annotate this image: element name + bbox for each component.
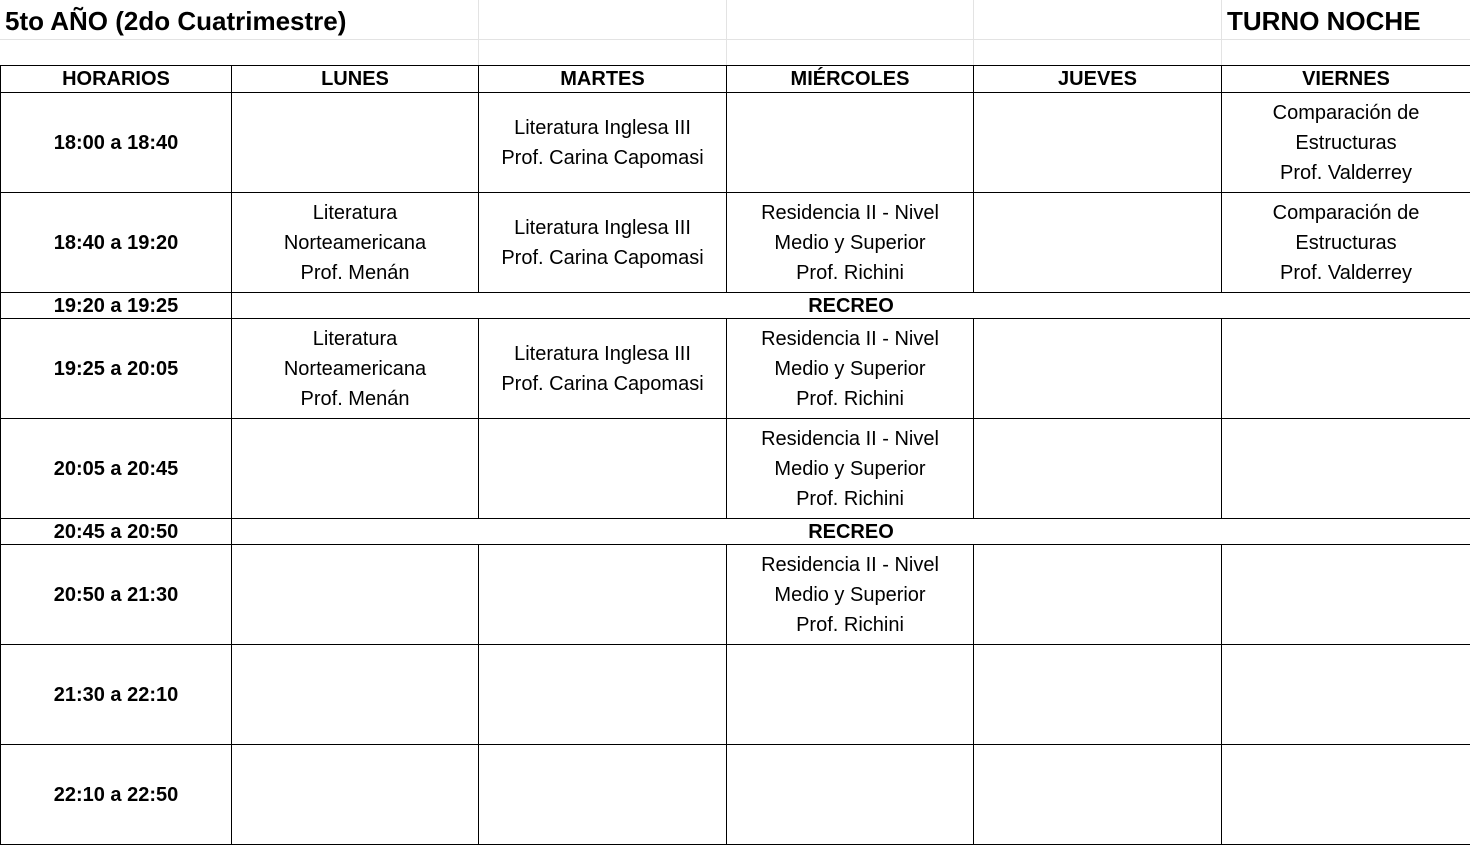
time-slot-cell: 20:45 a 20:50: [1, 519, 232, 545]
class-cell-viernes: [1222, 745, 1470, 845]
class-cell-jueves: [974, 645, 1222, 745]
class-info-line: Medio y Superior: [727, 354, 973, 384]
class-info-line: Prof. Valderrey: [1222, 258, 1470, 288]
column-header-horarios: HORARIOS: [1, 66, 232, 93]
class-cell-martes: [479, 545, 727, 645]
class-info-line: Prof. Richini: [727, 610, 973, 640]
class-info-line: Norteamericana: [232, 228, 478, 258]
class-info-line: Medio y Superior: [727, 228, 973, 258]
class-info-line: Residencia II - Nivel: [727, 424, 973, 454]
recess-row: [1, 519, 1470, 545]
column-header-martes: MARTES: [479, 66, 727, 93]
class-cell-martes: [479, 193, 727, 293]
class-cell-miercoles: [727, 93, 974, 193]
class-info-line: Residencia II - Nivel: [727, 324, 973, 354]
table-row: [1, 319, 1470, 419]
class-info-line: Prof. Richini: [727, 384, 973, 414]
gridline: [726, 0, 727, 66]
class-info-line: Norteamericana: [232, 354, 478, 384]
class-info-line: Literatura Inglesa III: [479, 113, 726, 143]
gridline: [0, 39, 1470, 40]
class-cell-lunes: [232, 745, 479, 845]
time-slot-cell: 19:25 a 20:05: [1, 319, 232, 419]
time-slot-cell: 20:50 a 21:30: [1, 545, 232, 645]
time-slot-cell: 18:40 a 19:20: [1, 193, 232, 293]
class-cell-lunes: [232, 193, 479, 293]
class-cell-viernes: [1222, 545, 1470, 645]
class-info-line: Prof. Carina Capomasi: [479, 369, 726, 399]
time-slot-cell: 22:10 a 22:50: [1, 745, 232, 845]
class-info-line: Prof. Valderrey: [1222, 158, 1470, 188]
column-header-lunes: LUNES: [232, 66, 479, 93]
class-info-line: Comparación de: [1222, 198, 1470, 228]
class-cell-jueves: [974, 419, 1222, 519]
class-cell-martes: [479, 319, 727, 419]
class-cell-viernes: [1222, 645, 1470, 745]
time-slot-cell: 20:05 a 20:45: [1, 419, 232, 519]
class-info-line: Prof. Menán: [232, 258, 478, 288]
class-cell-lunes: [232, 645, 479, 745]
class-cell-lunes: [232, 419, 479, 519]
table-row: [1, 545, 1470, 645]
class-cell-viernes: [1222, 419, 1470, 519]
class-cell-lunes: [232, 545, 479, 645]
column-header-jueves: JUEVES: [974, 66, 1222, 93]
class-info-line: Prof. Menán: [232, 384, 478, 414]
class-info-line: Literatura: [232, 198, 478, 228]
class-cell-jueves: [974, 745, 1222, 845]
recess-cell: RECREO: [232, 293, 1470, 319]
table-row: [1, 645, 1470, 745]
class-info-line: Residencia II - Nivel: [727, 198, 973, 228]
gridline: [973, 0, 974, 66]
class-info-line: Prof. Carina Capomasi: [479, 143, 726, 173]
recess-row: [1, 293, 1470, 319]
class-cell-miercoles: [727, 419, 974, 519]
gridline: [478, 0, 479, 66]
class-cell-miercoles: [727, 645, 974, 745]
class-info-line: Medio y Superior: [727, 454, 973, 484]
class-cell-viernes: [1222, 93, 1470, 193]
table-row: [1, 93, 1470, 193]
class-cell-miercoles: [727, 319, 974, 419]
schedule-table: [0, 65, 1470, 845]
class-info-line: Medio y Superior: [727, 580, 973, 610]
class-cell-jueves: [974, 545, 1222, 645]
header-row: [1, 66, 1470, 93]
class-info-line: Comparación de: [1222, 98, 1470, 128]
class-info-line: Residencia II - Nivel: [727, 550, 973, 580]
class-cell-martes: [479, 419, 727, 519]
class-cell-lunes: [232, 319, 479, 419]
class-cell-viernes: [1222, 319, 1470, 419]
gridline: [1221, 0, 1222, 66]
time-slot-cell: 19:20 a 19:25: [1, 293, 232, 319]
class-cell-jueves: [974, 193, 1222, 293]
table-row: [1, 745, 1470, 845]
column-header-miercoles: MIÉRCOLES: [727, 66, 974, 93]
class-info-line: Literatura Inglesa III: [479, 339, 726, 369]
class-info-line: Prof. Carina Capomasi: [479, 243, 726, 273]
time-slot-cell: 18:00 a 18:40: [1, 93, 232, 193]
class-cell-jueves: [974, 93, 1222, 193]
table-row: [1, 193, 1470, 293]
column-header-viernes: VIERNES: [1222, 66, 1470, 93]
shift-label: TURNO NOCHE: [1227, 4, 1421, 38]
recess-cell: RECREO: [232, 519, 1470, 545]
class-cell-martes: [479, 93, 727, 193]
class-cell-jueves: [974, 319, 1222, 419]
class-cell-miercoles: [727, 545, 974, 645]
class-info-line: Literatura Inglesa III: [479, 213, 726, 243]
class-info-line: Prof. Richini: [727, 258, 973, 288]
schedule-body: [1, 93, 1470, 845]
class-cell-martes: [479, 745, 727, 845]
class-cell-miercoles: [727, 745, 974, 845]
class-cell-lunes: [232, 93, 479, 193]
class-cell-martes: [479, 645, 727, 745]
class-info-line: Estructuras: [1222, 228, 1470, 258]
class-info-line: Estructuras: [1222, 128, 1470, 158]
class-info-line: Literatura: [232, 324, 478, 354]
page-title: 5to AÑO (2do Cuatrimestre): [5, 4, 346, 38]
class-cell-viernes: [1222, 193, 1470, 293]
time-slot-cell: 21:30 a 22:10: [1, 645, 232, 745]
class-info-line: Prof. Richini: [727, 484, 973, 514]
class-cell-miercoles: [727, 193, 974, 293]
table-row: [1, 419, 1470, 519]
